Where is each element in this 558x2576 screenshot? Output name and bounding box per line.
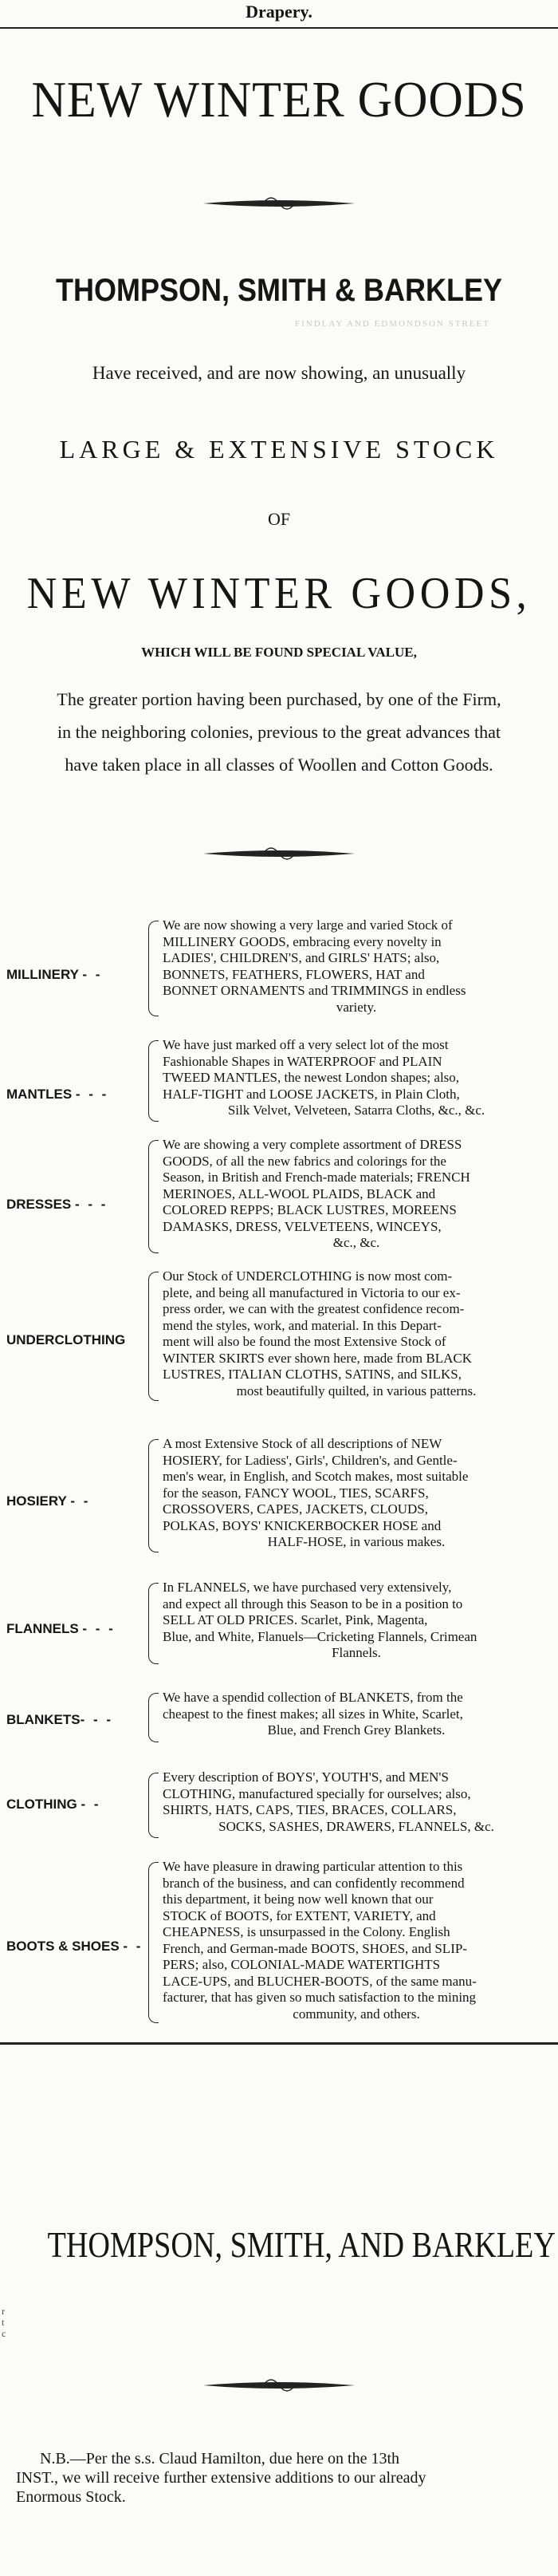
section-body: Our Stock of UNDERCLOTHING is now most com- plete, and being all manufactured in Victoria to our ex- press order, we can with the greatest confidence recom- mend the styles, work, and material. In this Depart- ment will also be found the most Extensive Stock of WINTER SKIRTS ever shown here, made from BLACK LUSTRES, ITALIAN CLOTHS, SATINS, and SILKS, most beautifully quilted, in various patterns. — [163, 1268, 477, 1398]
nb-line: Enormous Stock. — [16, 2488, 126, 2506]
section-label: MANTLES - - - — [6, 1087, 109, 1102]
large-stock-heading: LARGE & EXTENSIVE STOCK — [59, 435, 499, 464]
brace — [148, 1272, 159, 1401]
brace — [148, 1140, 159, 1253]
nb-line: N.B.—Per the s.s. Claud Hamilton, due here on the 13th — [40, 2450, 400, 2468]
ornament-divider — [199, 2361, 359, 2409]
faint-address: FINDLAY AND EDMONDSON STREET — [295, 319, 490, 329]
brace — [148, 1439, 159, 1552]
brace — [148, 921, 159, 1016]
section-rule — [0, 2042, 558, 2045]
special-value-text: WHICH WILL BE FOUND SPECIAL VALUE, — [141, 645, 417, 660]
headline: NEW WINTER GOODS — [31, 71, 527, 128]
section-body: A most Extensive Stock of all descriptions of NEW HOSIERY, for Ladiess', Girls', Children's, and Gentle- men's wear, in English, and Scotch makes, most suitable for the season, FANCY WOOL, TIES, SCARFS, CROSSOVERS, CAPES, JACKETS, CLOUDS, POLKAS, BOYS' KNICKERBOCKER HOSE and HALF-HOSE, in various makes. — [163, 1436, 469, 1549]
ornament-divider — [199, 830, 359, 878]
brace — [148, 1693, 159, 1742]
top-rule — [0, 27, 558, 29]
section-label: FLANNELS - - - — [6, 1621, 116, 1636]
paragraph-line: in the neighboring colonies, previous to the great advances that — [57, 722, 501, 742]
section-label: UNDERCLOTHING — [6, 1332, 126, 1347]
intro-text: Have received, and are now showing, an unusually — [92, 363, 466, 383]
paragraph-line: The greater portion having been purchased, by one of the Firm, — [57, 689, 501, 709]
brace — [148, 1862, 159, 2023]
section-body: We have a spendid collection of BLANKETS, from the cheapest to the finest makes; all sizes in White, Scarlet, Blue, and French Grey Blankets. — [163, 1690, 463, 1738]
section-label: MILLINERY - - — [6, 967, 103, 982]
paragraph-line: have taken place in all classes of Woollen and Cotton Goods. — [65, 755, 493, 775]
section-body: We are showing a very complete assortment of DRESS GOODS, of all the new fabrics and colorings for the Season, in British and French-made materials; FRENCH MERINOES, ALL-WOOL PLAIDS, BLACK and COLORED REPPS; BLACK LUSTRES, MOREENS DAMASKS, DRESS, VELVETEENS, WINCEYS, &c., &c. — [163, 1137, 470, 1250]
section-label: DRESSES - - - — [6, 1197, 108, 1212]
section-label: CLOTHING - - — [6, 1797, 101, 1812]
brace — [148, 1040, 159, 1122]
running-head: Drapery. — [246, 2, 312, 22]
section-label: HOSIERY - - — [6, 1493, 91, 1509]
brace — [148, 1583, 159, 1664]
brace — [148, 1773, 159, 1838]
section-body: We have pleasure in drawing particular attention to this branch of the business, and can confidently recommend this department, it being now well known that our STOCK of BOOTS, for EXTENT, VARIETY, and CHEAPNESS, is unsurpassed in the Colony. English French, and German-made BOOTS, SHOES, and SLIP- PERS; also, COLONIAL-MADE WATERTIGHTS LACE-UPS, and BLUCHER-BOOTS, of the same manu- facturer, that has given so much satisfaction to the mining community, and others. — [163, 1859, 477, 2022]
bottom-firm-name: THOMPSON, SMITH, AND BARKLEY — [47, 2224, 556, 2265]
section-body: Every description of BOYS', YOUTH'S, and MEN'S CLOTHING, manufactured specially for ourselves; also, SHIRTS, HATS, CAPS, TIES, BRACES, COLLARS, SOCKS, SASHES, DRAWERS, FLANNELS, &c. — [163, 1769, 494, 1834]
section-body: We have just marked off a very select lot of the most Fashionable Shapes in WATERPROOF and PLAIN TWEED MANTLES, the newest London shapes; also, HALF-TIGHT and LOOSE JACKETS, in Plain Cloth, Silk Velvet, Velveteen, Satarra Cloths, &c., &c. — [163, 1037, 485, 1118]
nb-line: INST., we will receive further extensive additions to our already — [16, 2469, 426, 2487]
section-body: In FLANNELS, we have purchased very extensively, and expect all through this Season to be in a position to SELL AT OLD PRICES. Scarlet, Pink, Magenta, Blue, and White, Flanuels—Cricketing Flannels, Crimean Flannels. — [163, 1580, 477, 1660]
firm-name: THOMPSON, SMITH & BARKLEY — [55, 273, 502, 308]
nb-notice — [16, 2449, 550, 2507]
section-body: We are now showing a very large and varied Stock of MILLINERY GOODS, embracing every novelty in LADIES', CHILDREN'S, and GIRLS' HATS; also, BONNETS, FEATHERS, FLOWERS, HAT and BONNET ORNAMENTS and TRIMMINGS in endless variety. — [163, 917, 466, 1015]
of-text: OF — [267, 509, 291, 529]
new-winter-goods-heading: NEW WINTER GOODS, — [26, 569, 532, 618]
section-label: BOOTS & SHOES - - — [6, 1939, 143, 1954]
section-label: BLANKETS- - - — [6, 1712, 113, 1727]
margin-letters: r t c — [2, 2306, 6, 2339]
ornament-divider — [199, 179, 359, 227]
greater-portion-paragraph — [0, 683, 558, 781]
